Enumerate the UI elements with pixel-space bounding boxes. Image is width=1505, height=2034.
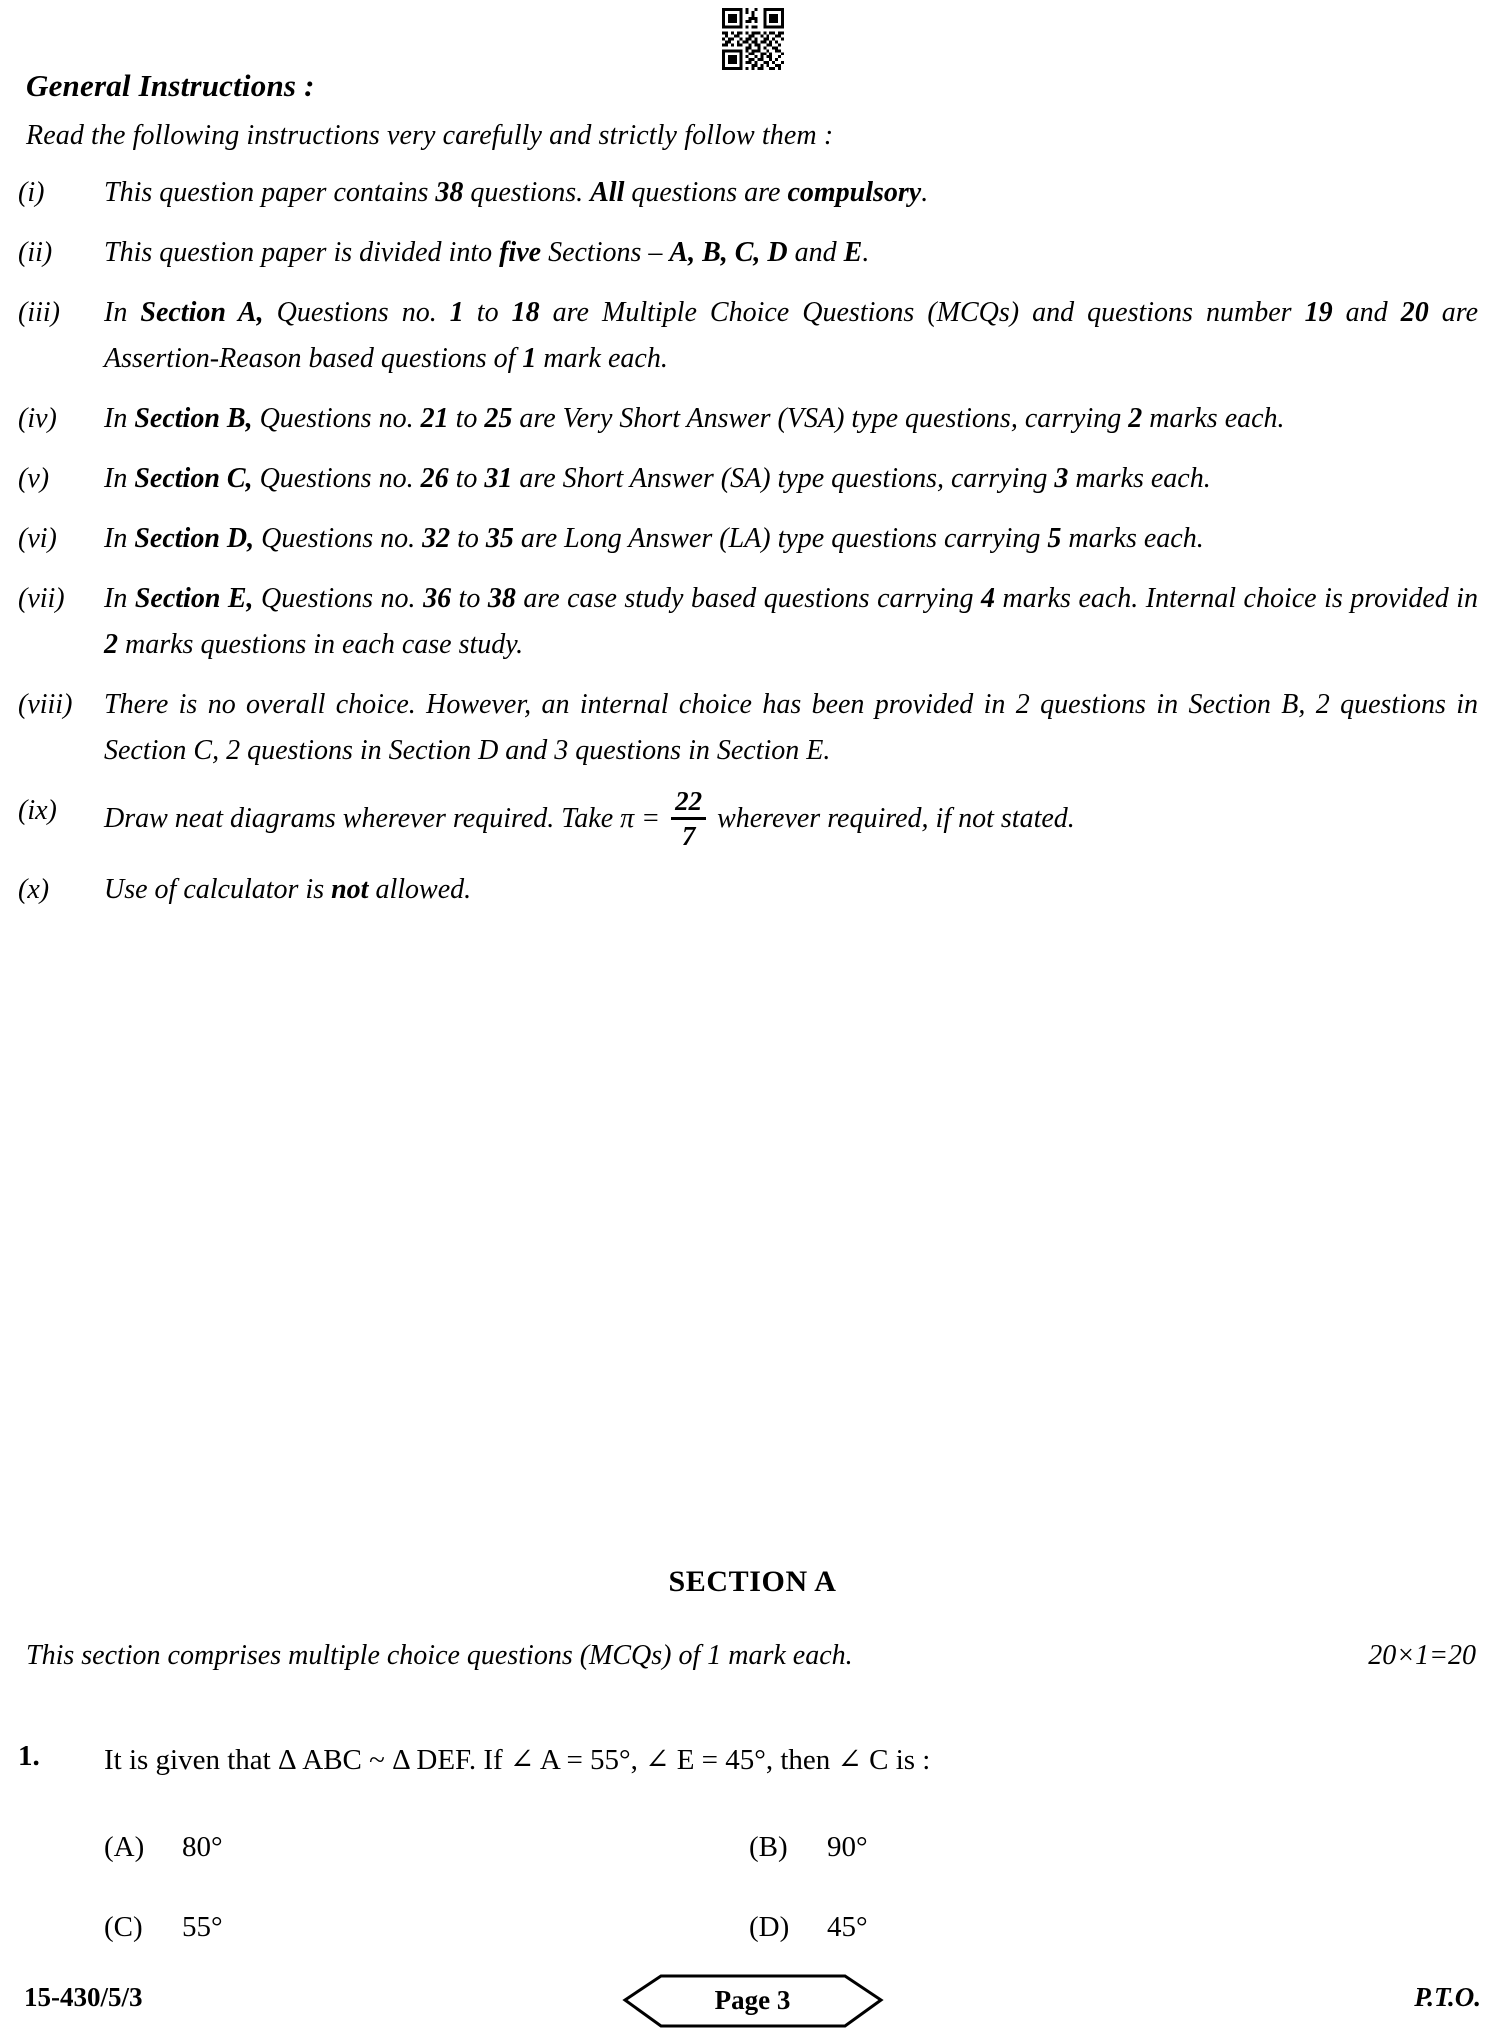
instruction-segment: In xyxy=(104,403,135,434)
instruction-segment: Sections – xyxy=(541,237,670,268)
read-instructions-line: Read the following instructions very carefully and strictly follow them : xyxy=(26,120,834,151)
option-b[interactable] xyxy=(749,1830,1394,1864)
instruction-marker: (ii) xyxy=(18,237,53,268)
instruction-segment: . xyxy=(921,177,929,208)
pto-label: P.T.O. xyxy=(1414,1982,1481,2012)
general-instructions-heading: General Instructions : xyxy=(26,68,315,103)
paper-code: 15-430/5/3 xyxy=(24,1982,143,2012)
instruction-segment: wherever required, if not stated. xyxy=(710,802,1075,834)
instruction-text xyxy=(104,396,1480,442)
instruction-item xyxy=(18,290,1480,382)
instruction-emphasis: 4 xyxy=(981,583,996,614)
instruction-item xyxy=(18,516,1480,562)
instruction-emphasis: 2 xyxy=(1128,403,1143,434)
instruction-text xyxy=(104,576,1480,668)
instruction-marker: (x) xyxy=(18,874,50,905)
instruction-segment: marks each. xyxy=(1142,403,1285,434)
instruction-emphasis: 5 xyxy=(1047,523,1062,554)
section-description-text: This section comprises multiple choice questions (MCQs) of 1 mark each. xyxy=(26,1640,853,1671)
instruction-segment: Questions no. xyxy=(254,523,423,554)
instruction-marker: (iv) xyxy=(18,403,57,434)
section-description-row xyxy=(26,1640,1478,1672)
instruction-segment: Questions no. xyxy=(252,463,421,494)
instruction-marker: (iii) xyxy=(18,297,60,328)
option-value: 45° xyxy=(827,1911,868,1943)
page-number-marker xyxy=(619,1968,887,2032)
option-a[interactable] xyxy=(104,1830,749,1864)
instruction-marker: (vii) xyxy=(18,583,65,614)
qr-code-icon xyxy=(718,8,788,70)
question-1-options xyxy=(104,1830,1480,1990)
instruction-segment: are Multiple Choice Questions (MCQs) and questions number xyxy=(539,297,1305,328)
instruction-text xyxy=(104,516,1480,562)
section-marks: 20×1=20 xyxy=(1368,1640,1476,1671)
instruction-segment: In xyxy=(104,463,135,494)
instruction-segment: are Assertion-Reason based questions of xyxy=(104,297,1479,374)
instruction-emphasis: 20 xyxy=(1400,297,1429,328)
instruction-segment: Draw neat diagrams wherever required. Take xyxy=(104,802,621,834)
instruction-segment: π = xyxy=(620,802,668,834)
instruction-text xyxy=(104,867,1480,913)
option-row xyxy=(104,1830,1480,1864)
fraction-denominator: 7 xyxy=(681,821,696,851)
instruction-segment: marks each. xyxy=(1068,463,1211,494)
option-label: (B) xyxy=(749,1831,788,1863)
instruction-segment: are Short Answer (SA) type questions, carrying xyxy=(512,463,1055,494)
instruction-segment: In xyxy=(104,523,135,554)
instruction-emphasis: not xyxy=(331,874,369,905)
instruction-item xyxy=(18,788,1480,853)
option-value: 55° xyxy=(182,1911,223,1943)
option-d[interactable] xyxy=(749,1910,1394,1944)
instruction-segment: are case study based questions carrying xyxy=(515,583,982,614)
instruction-emphasis: 36 xyxy=(423,583,452,614)
instruction-segment: marks questions in each case study. xyxy=(118,629,524,660)
instruction-emphasis: 32 xyxy=(422,523,451,554)
instruction-segment: . xyxy=(862,237,870,268)
instruction-item xyxy=(18,682,1480,774)
instruction-marker: (vi) xyxy=(18,523,57,554)
instruction-segment: Questions no. xyxy=(253,583,424,614)
page-footer xyxy=(0,1968,1505,2034)
instruction-segment: to xyxy=(448,403,485,434)
instruction-emphasis: 35 xyxy=(485,523,514,554)
instruction-emphasis: 19 xyxy=(1304,297,1333,328)
instruction-marker: (v) xyxy=(18,463,50,494)
instruction-marker: (viii) xyxy=(18,689,73,720)
instruction-emphasis: 1 xyxy=(522,343,537,374)
instruction-segment: This question paper contains xyxy=(104,177,436,208)
instructions-list xyxy=(18,170,1480,927)
instruction-segment: In xyxy=(104,297,141,328)
instruction-emphasis: five xyxy=(499,237,542,268)
instruction-segment: Questions no. xyxy=(263,297,450,328)
instruction-text xyxy=(104,230,1480,276)
section-title: SECTION A xyxy=(668,1565,837,1598)
instruction-segment: marks each. xyxy=(1061,523,1204,554)
fraction xyxy=(671,786,706,851)
instruction-segment: Questions no. xyxy=(252,403,421,434)
instruction-segment: questions are xyxy=(624,177,788,208)
instruction-emphasis: Section D, xyxy=(134,523,255,554)
instruction-marker: (i) xyxy=(18,177,45,208)
option-label: (A) xyxy=(104,1831,145,1863)
instruction-segment: are Long Answer (LA) type questions carrying xyxy=(513,523,1048,554)
instruction-segment: There is no overall choice. However, an internal choice has been provided in 2 questions in Section B, 2 questions in Section C, 2 questions in Section D and 3 questions in Section E. xyxy=(104,689,1478,766)
instruction-segment: and xyxy=(787,237,844,268)
fraction-numerator: 22 xyxy=(675,786,703,816)
question-1-header xyxy=(18,1740,1480,1780)
instruction-emphasis: 38 xyxy=(487,583,516,614)
instruction-emphasis: 21 xyxy=(420,403,449,434)
instruction-segment: In xyxy=(104,583,135,614)
instruction-emphasis: E xyxy=(843,237,863,268)
instruction-segment: and xyxy=(1332,297,1401,328)
question-1-number: 1. xyxy=(18,1740,40,1772)
instruction-text xyxy=(104,788,1480,853)
instruction-emphasis: 1 xyxy=(449,297,464,328)
instruction-marker: (ix) xyxy=(18,795,57,826)
instruction-item xyxy=(18,230,1480,276)
instruction-segment: to xyxy=(448,463,485,494)
instruction-emphasis: Section E, xyxy=(134,583,254,614)
instruction-emphasis: 18 xyxy=(511,297,540,328)
option-value: 80° xyxy=(182,1831,223,1863)
instruction-text xyxy=(104,290,1480,382)
instruction-emphasis: All xyxy=(590,177,625,208)
instruction-segment: marks each. Internal choice is provided in xyxy=(995,583,1479,614)
instruction-emphasis: 2 xyxy=(104,629,118,660)
instruction-emphasis: Section C, xyxy=(134,463,253,494)
instruction-emphasis: 31 xyxy=(484,463,513,494)
instruction-emphasis: 25 xyxy=(484,403,513,434)
option-row xyxy=(104,1910,1480,1944)
instruction-emphasis: Section B, xyxy=(134,403,253,434)
instruction-emphasis: compulsory xyxy=(787,177,922,208)
instruction-text xyxy=(104,682,1480,774)
instruction-text xyxy=(104,456,1480,502)
instruction-segment: Use of calculator is xyxy=(104,874,332,905)
instruction-segment: questions. xyxy=(463,177,591,208)
instruction-segment: allowed. xyxy=(368,874,472,905)
instruction-emphasis: Section A, xyxy=(140,297,264,328)
instruction-emphasis: 3 xyxy=(1054,463,1069,494)
instruction-segment: mark each. xyxy=(536,343,668,374)
instruction-emphasis: 26 xyxy=(420,463,449,494)
question-1 xyxy=(18,1740,1480,1780)
page-number-label: Page 3 xyxy=(714,1984,791,2015)
instruction-emphasis: 38 xyxy=(435,177,464,208)
instruction-item xyxy=(18,576,1480,668)
instruction-item xyxy=(18,867,1480,913)
option-label: (C) xyxy=(104,1911,143,1943)
instruction-segment: to xyxy=(463,297,512,328)
instruction-item xyxy=(18,456,1480,502)
option-label: (D) xyxy=(749,1911,790,1943)
instruction-segment: to xyxy=(450,523,486,554)
instruction-segment: This question paper is divided into xyxy=(104,237,500,268)
instruction-text xyxy=(104,170,1480,216)
instruction-emphasis: A, B, C, D xyxy=(669,237,788,268)
option-c[interactable] xyxy=(104,1910,749,1944)
question-1-text: It is given that Δ ABC ~ Δ DEF. If ∠ A = 55°, ∠ E = 45°, then ∠ C is : xyxy=(104,1744,931,1776)
instruction-item xyxy=(18,170,1480,216)
instruction-segment: to xyxy=(451,583,488,614)
instruction-segment: are Very Short Answer (VSA) type questions, carrying xyxy=(512,403,1129,434)
option-value: 90° xyxy=(827,1831,868,1863)
fraction-bar xyxy=(671,817,706,820)
instruction-item xyxy=(18,396,1480,442)
